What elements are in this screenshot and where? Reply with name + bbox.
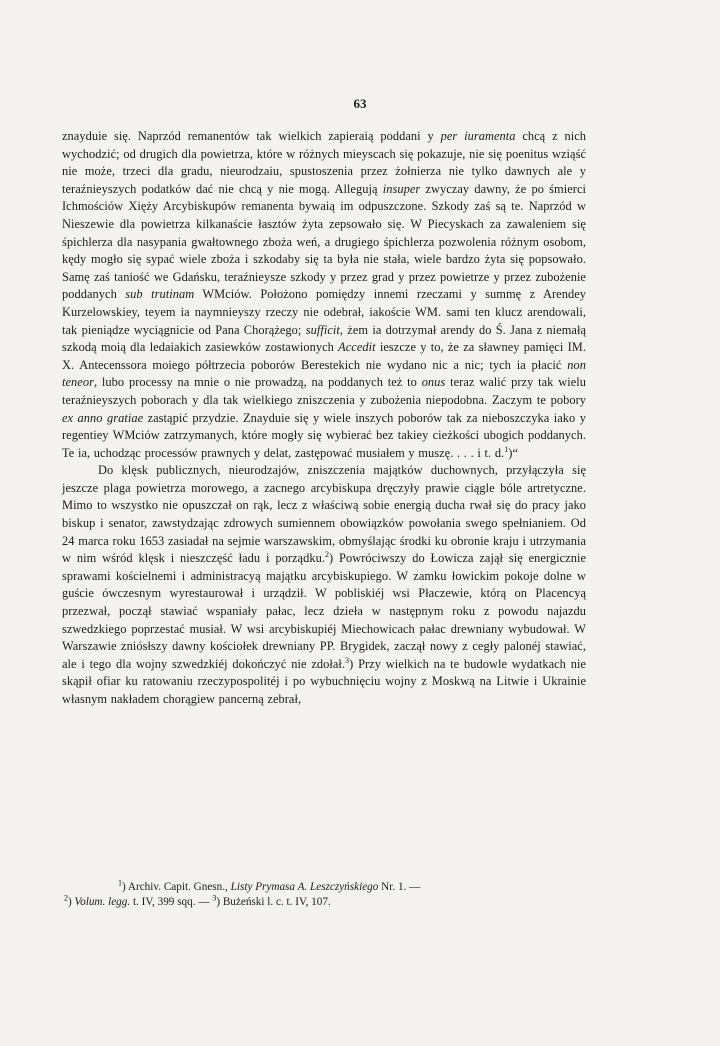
italic-text: Listy Prymasa A. Leszczyńskiego bbox=[230, 881, 379, 893]
italic-text: Accedit bbox=[338, 340, 376, 355]
paragraph-narrative bbox=[62, 462, 586, 708]
text-run: teraz walić przy tak wielu teraźnieyszych poborach y dla tak wielkiego zniszczenia y zubożenia niepodobna. Zaczym te pobory bbox=[62, 375, 586, 407]
footnote-marker: 2 bbox=[64, 892, 68, 902]
text-run: Do klęsk publicznych, nieurodzajów, zniszczenia majątków duchownych, przyłączyła się jeszcze plaga powietrza morowego, a zacnego arcybiskupa dręczyły prawie ciągle bóle artretyczne. Mimo to wszystko nie opuszczał on rąk, lecz z właściwą sobie energią ducha rwał się do pracy jako biskup i senator, zawstydzając zdrowych sumiennem obowiązków powołania swego spełnianiem. Od 24 marca roku 1653 zasiadał na sejmie warszawskim, obmyślając środki ku obronie kraju i utrzymania w nim wśród klęsk i nieszczęść ładu i porządku. bbox=[62, 463, 586, 566]
text-run: chcą z nich wychodzić; od drugich dla powietrza, które w różnych mieyscach się pokazuje, nie się poenitus wziąść nie może, trzeci dla gradu, nieurodzaiu, spustoszenia przez żołnierza nie tylko dawnych ale y teraźnieyszych podatków dać nie chcą y nie mogą. Allegują bbox=[62, 129, 586, 196]
text-run: ) bbox=[68, 895, 75, 908]
italic-text: per iuramenta bbox=[440, 129, 516, 143]
text-run: ) Archiv. Capit. Gnesn., bbox=[122, 881, 231, 893]
text-run: zwyczay dawny, że po śmierci Ichmościów Xięży Arcybiskupów remanenta bywaią im odpuszczone. Szkody zaś są te. Naprzód w Nieszewie dla powietrza kilkanaście łasztów żyta zepsowało się. W Piecyskach za zawaleniem się śpichlerza dla nasypania gwałtownego zboża weń, a drugiego śpichlerza pozwolenia różnym osobom, kędy mogło się sypać wiele zboża i szkodaby się ta była nie stała, wiele bardzo żyta się popsowało. Samę zaś taniość we Gdańsku, teraźnieysze szkody y przez grad y przez powietrze y przez zubożenie poddanych bbox=[62, 181, 586, 302]
body-text bbox=[62, 128, 586, 709]
page-number: 63 bbox=[353, 96, 367, 111]
italic-text: insuper bbox=[382, 181, 421, 196]
italic-text: Volum. legg. bbox=[74, 895, 131, 908]
footnotes bbox=[62, 880, 586, 909]
footnote-marker: 1 bbox=[118, 878, 122, 888]
text-run: Nr. 1. — bbox=[378, 881, 421, 893]
text-run: , lubo processy na mnie o nie prowadzą, na poddanych też to bbox=[93, 375, 422, 390]
footnote-marker: 3 bbox=[345, 655, 350, 665]
italic-text: sub trutinam bbox=[125, 287, 195, 302]
footnote-marker: 3 bbox=[212, 892, 217, 902]
italic-text: non teneor bbox=[62, 357, 586, 390]
text-run: zastąpić przydzie. Znayduie się y wiele inszych poborów tak za nieboszczyka iako y regentiey WMciów zatrzymanych, które mogły się wybierać bez takiey cieżkości ubogich poddanych. Te ia, uchodząc processów prawnych y delat, zastępować musiałem y muszę. . . . i t. d. bbox=[62, 410, 586, 460]
footnote-line bbox=[62, 880, 586, 895]
text-run: ) Powróciwszy do Łowicza zajął się energicznie sprawami kościelnemi i administracyą majątku arcybiskupiego. W zamku łowickim pokoje dolne w guście ówczesnym wyrestaurował i urządził. W pobliskiéj wsi Płaczewie, którą on Placencyą przezwał, począł stawiać wspaniały pałac, lecz dzieła w następnym roku z powodu najazdu szwedzkiego poprzestać musiał. W wsi arcybiskupiéj Miechowicach pałac drewniany wybudował. W Warszawie zniósłszy dawny kościołek drewniany PP. Brygidek, zaczął nowy z cegły palonéj stawiać, ale i tego dla wojny szwedzkiéj dokończyć nie zdołał. bbox=[62, 551, 586, 671]
text-run: ieszcze y to, że za sławney pamięci IM. X. Antecenssora moiego półtrzecia poborów Berestekich nie wydano nic a nic; tych ia płacić bbox=[62, 340, 586, 372]
footnote-marker: 2 bbox=[324, 550, 330, 560]
paragraph-letter-quote bbox=[62, 128, 586, 462]
text-run: ) Bużeński l. c. t. IV, 107. bbox=[216, 895, 331, 908]
italic-text: onus bbox=[421, 375, 446, 390]
footnote-line bbox=[62, 892, 586, 910]
text-run: )“ bbox=[508, 445, 519, 460]
text-run: , żem ia dotrzymał arendy do Ś. Jana z niemałą szkodą moią dla ledaiakich zasiewków zostawionych bbox=[62, 322, 586, 355]
text-run: WMciów. Położono pomiędzy innemi rzeczami y summę z Arendey Kurzelowskiey, teyem ia naymnieyszy rzeczy nie odebrał, iakoście WM. sami ten klucz arendowali, tak pieniądze wyciągnicie od Pana Chorążego; bbox=[62, 287, 586, 337]
text-run: t. IV, 399 sqq. — bbox=[130, 895, 213, 908]
italic-text: ex anno gratiae bbox=[62, 410, 144, 425]
text-run: znayduie się. Naprzód remanentów tak wielkich zapieraią poddani y bbox=[62, 129, 441, 143]
italic-text: sufficit bbox=[305, 322, 340, 337]
text-run: ) Przy wielkich na te budowle wydatkach nie skąpił ofiar ku ratowaniu rzeczypospolitéj i po wybuchnięciu wojny z Moskwą na Litwie i Ukrainie własnym nakładem chorągiew pancerną zebrał, bbox=[62, 656, 586, 706]
footnote-marker: 1 bbox=[504, 444, 509, 454]
